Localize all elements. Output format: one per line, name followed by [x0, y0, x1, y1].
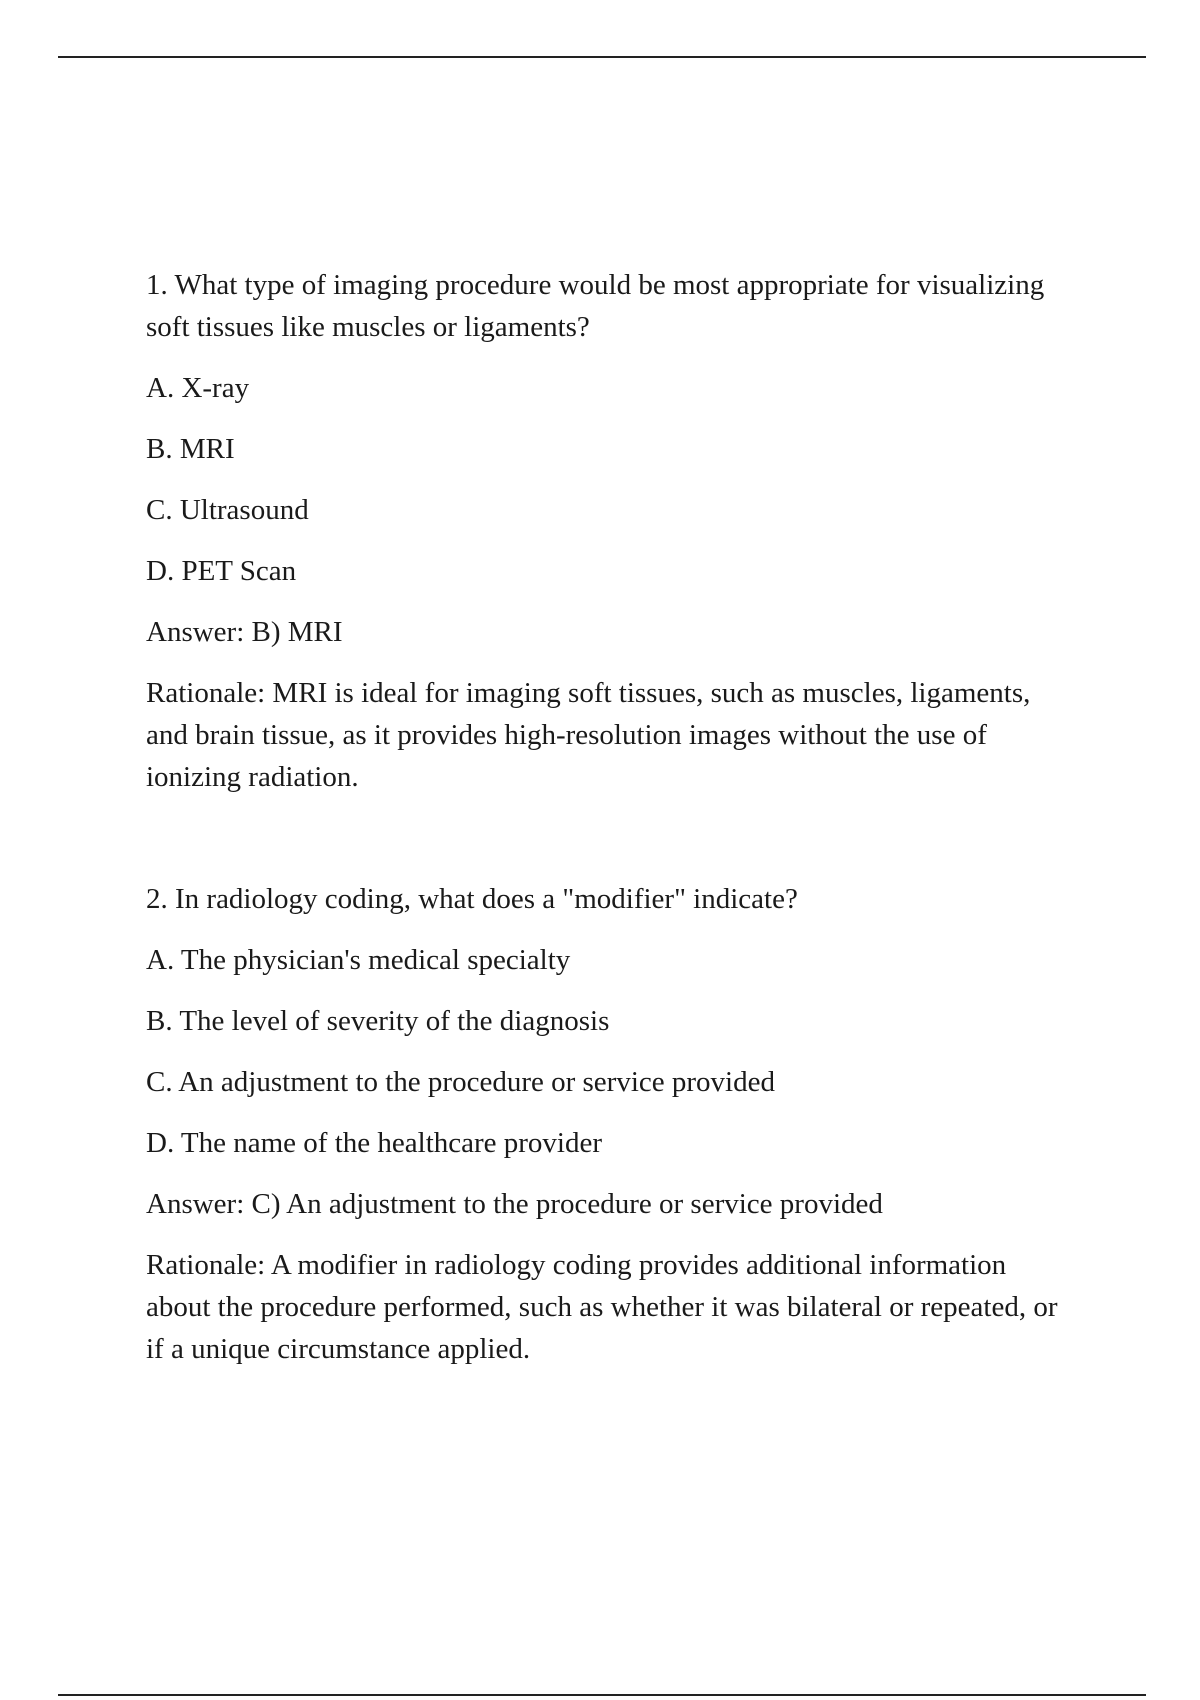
question-text: 2. In radiology coding, what does a "modifier" indicate?: [146, 883, 798, 915]
answer-text: Answer: C) An adjustment to the procedure or service provided: [146, 1188, 883, 1220]
header-rule: [58, 56, 1146, 58]
option-d: D. PET Scan: [146, 555, 297, 587]
document-body: [146, 264, 1076, 1389]
option-c: C. An adjustment to the procedure or service provided: [146, 1066, 775, 1098]
question-block-1: [146, 264, 1076, 798]
option-b: B. The level of severity of the diagnosis: [146, 1005, 610, 1037]
option-a: A. X-ray: [146, 372, 250, 404]
question-block-2: [146, 878, 1076, 1370]
rationale-text: Rationale: MRI is ideal for imaging soft tissues, such as muscles, ligaments, and brain tissue, as it provides high-resolution images without the use of ionizing radiation.: [146, 677, 1031, 793]
rationale-text: Rationale: A modifier in radiology coding provides additional information about the procedure performed, such as whether it was bilateral or repeated, or if a unique circumstance applied.: [146, 1249, 1058, 1365]
question-text: 1. What type of imaging procedure would be most appropriate for visualizing soft tissues like muscles or ligaments?: [146, 269, 1045, 343]
answer-text: Answer: B) MRI: [146, 616, 343, 648]
option-d: D. The name of the healthcare provider: [146, 1127, 603, 1159]
option-a: A. The physician's medical specialty: [146, 944, 571, 976]
option-b: B. MRI: [146, 433, 235, 465]
footer-rule: [58, 1694, 1146, 1696]
option-c: C. Ultrasound: [146, 494, 309, 526]
